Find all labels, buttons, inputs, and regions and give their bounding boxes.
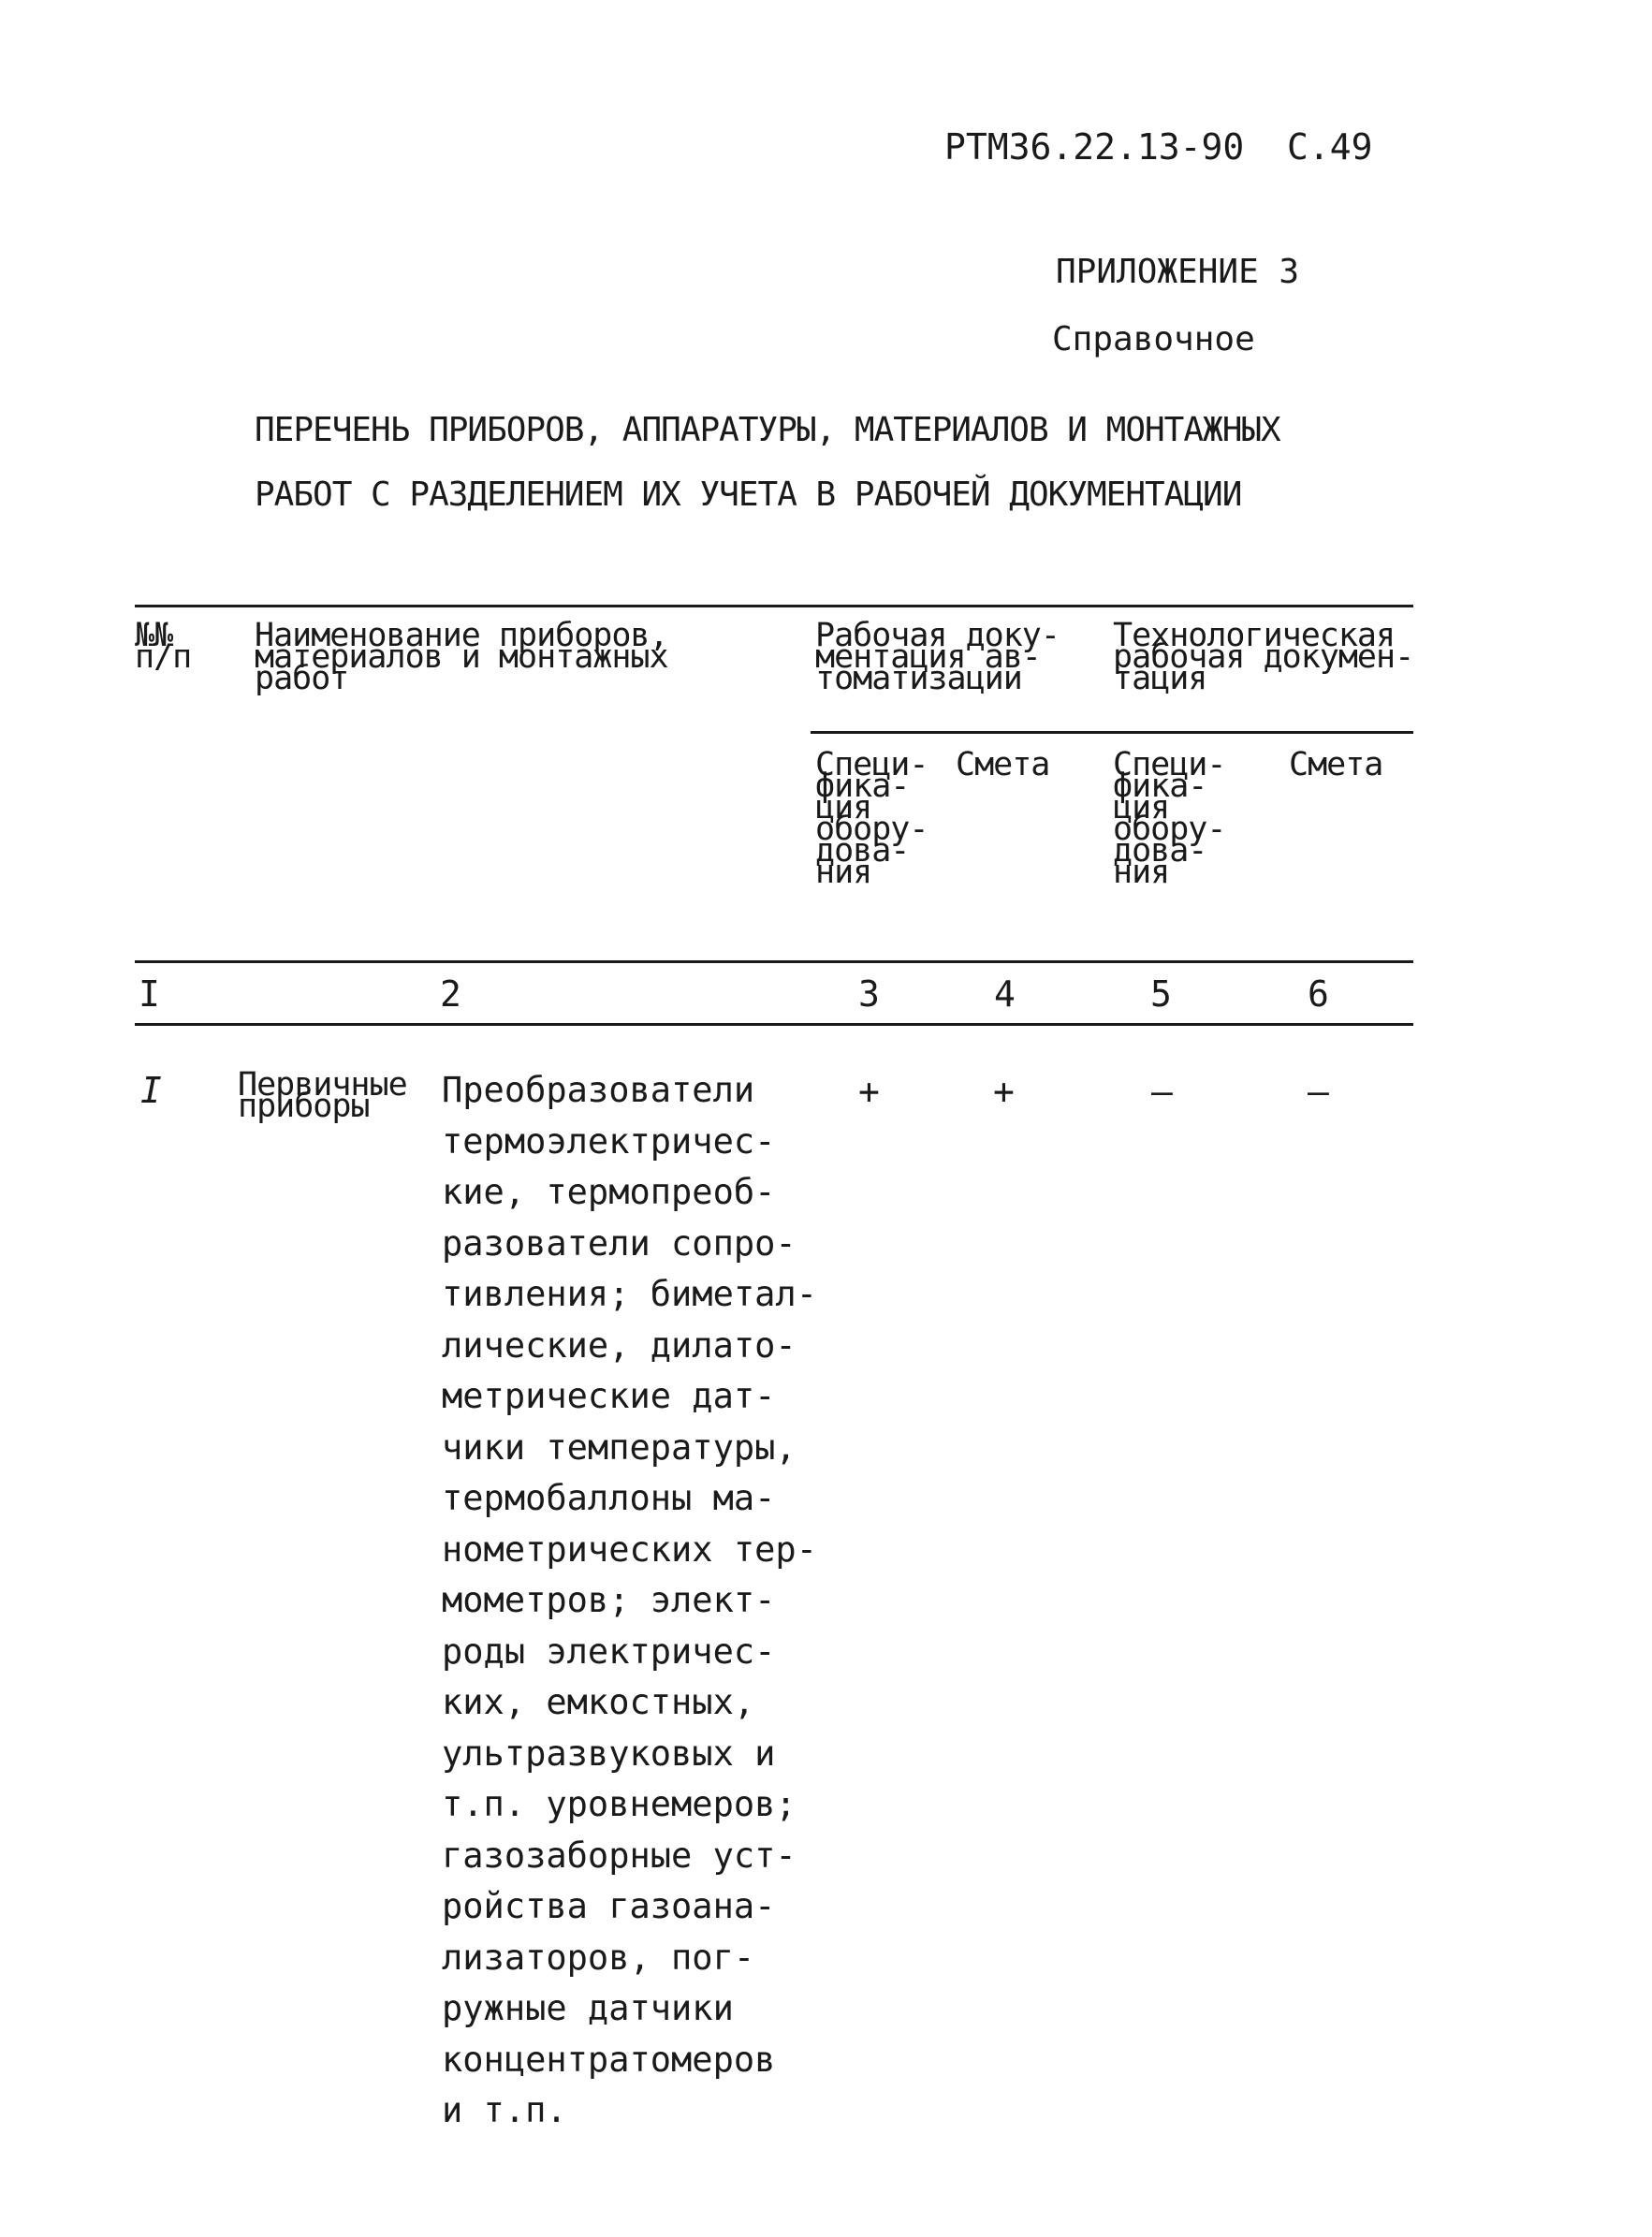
header-group-technological: Технологическая рабочая докумен- тация (1113, 617, 1414, 697)
group-header-rule (811, 731, 1413, 734)
header-row-number: №№ п/п (135, 617, 192, 676)
row-1-name: Преобразователи термоэлектричес- кие, термопреоб- разователи сопро- тивления; биметал- лические, дилато- метрические дат- чики температуры, термобаллоны ма- нометрических тер- мометров; элект- роды электричес- ких, емкостных, ультразвуковых и т.п. уровнемеров; газозаборные уст- ройства газоана- лизаторов, пог- ружные датчики концентратомеров и т.п. (442, 1070, 817, 2130)
column-number-1: I (139, 973, 160, 1015)
column-number-4: 4 (994, 973, 1016, 1015)
appendix-kind: Справочное (1052, 320, 1255, 358)
header-spec-technological: Специ- фика- ция обору- дова- ния (1113, 746, 1226, 891)
document-title-line2: РАБОТ С РАЗДЕЛЕНИЕМ ИХ УЧЕТА В РАБОЧЕЙ ДОКУМЕНТАЦИИ (255, 475, 1242, 514)
column-number-6: 6 (1308, 973, 1329, 1015)
document-title-line1: ПЕРЕЧЕНЬ ПРИБОРОВ, АППАРАТУРЫ, МАТЕРИАЛОВ И МОНТАЖНЫХ (255, 411, 1280, 449)
column-number-2: 2 (440, 973, 461, 1015)
row-1-spec-technological: – (1151, 1071, 1173, 1112)
table-top-rule (135, 605, 1413, 607)
row-1-spec-automation: + (858, 1071, 880, 1112)
header-group-automation: Рабочая доку- ментация ав- томатизации (815, 617, 1060, 697)
row-1-group: Первичные приборы (238, 1066, 407, 1125)
header-name: Наименование приборов, материалов и монтажных работ (255, 617, 668, 697)
header-estimate-automation: Смета (956, 746, 1050, 783)
column-number-3: 3 (858, 973, 880, 1015)
column-number-5: 5 (1150, 973, 1172, 1015)
row-1-estimate-technological: – (1308, 1071, 1329, 1112)
header-estimate-technological: Смета (1289, 746, 1383, 783)
appendix-label: ПРИЛОЖЕНИЕ 3 (1056, 253, 1300, 291)
header-spec-automation: Специ- фика- ция обору- дова- ния (815, 746, 928, 891)
row-1-estimate-automation: + (993, 1071, 1015, 1112)
page-number: С.49 (1287, 126, 1373, 168)
document-code: РТМ36.22.13-90 (944, 126, 1245, 168)
header-bottom-rule (135, 960, 1413, 963)
column-numbers-rule (135, 1023, 1413, 1026)
row-1-number: I (140, 1070, 162, 1111)
